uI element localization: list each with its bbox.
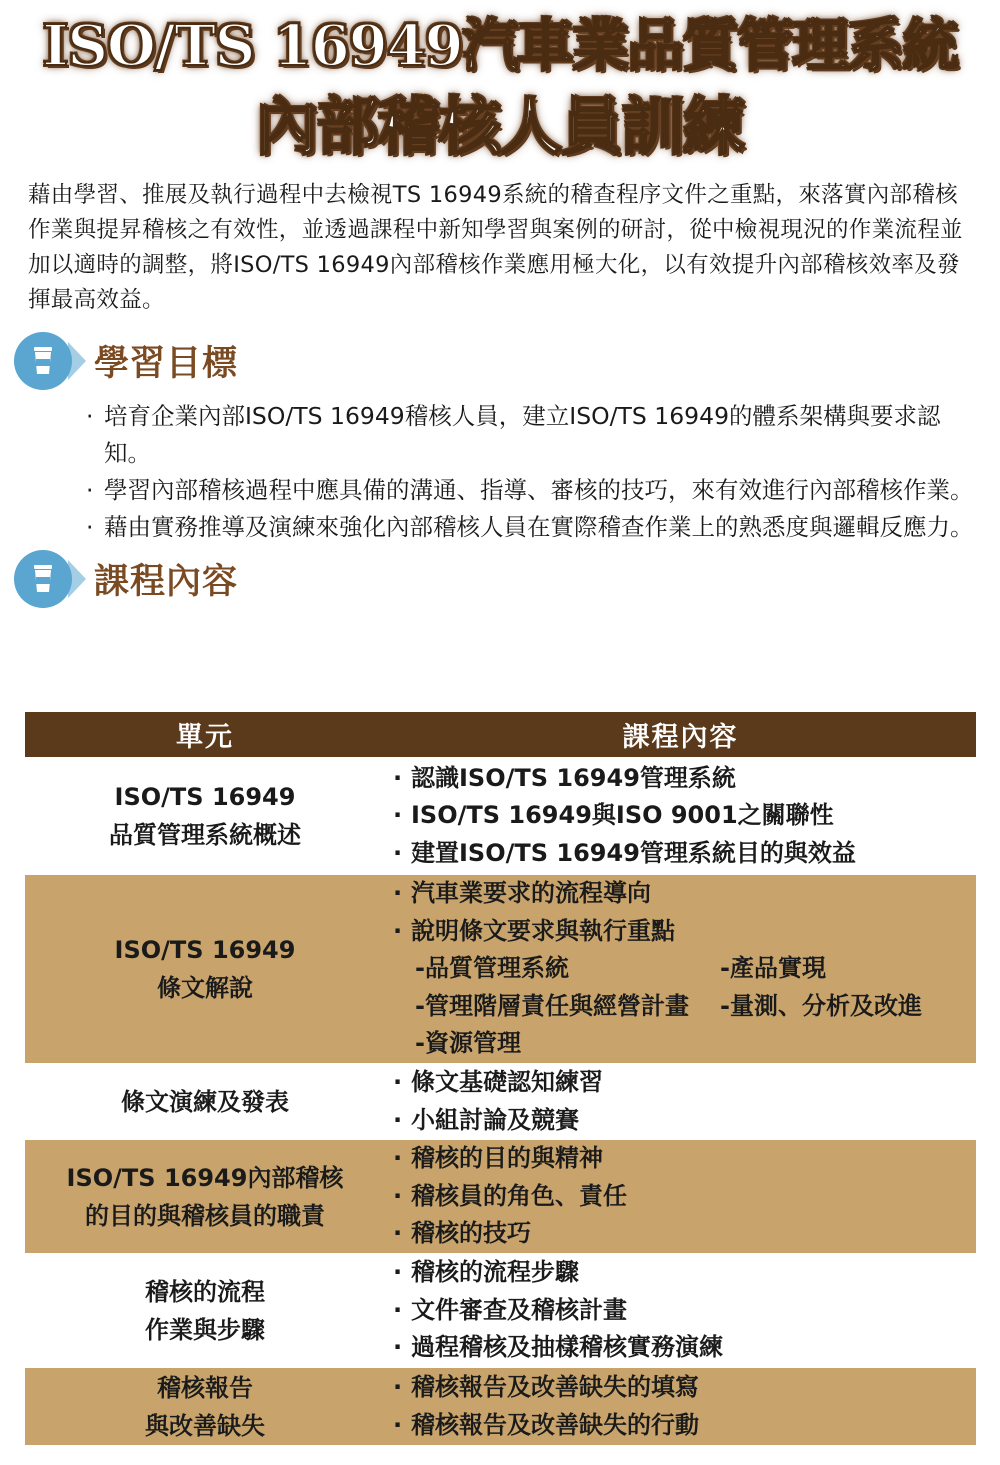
unit-line: 條文解說	[157, 974, 253, 1002]
table-row	[25, 875, 976, 1063]
course-table-header	[25, 712, 976, 757]
content-cell	[385, 1368, 976, 1445]
unit-line: ISO/TS 16949	[114, 936, 296, 964]
content-item: · 說明條文要求與執行重點	[393, 913, 976, 951]
goal-item: · 藉由實務推導及演練來強化內部稽核人員在實際稽查作業上的熟悉度與邏輯反應力。	[86, 509, 974, 546]
content-item: · 過程稽核及抽樣稽核實務演練	[393, 1329, 976, 1367]
unit-line: 稽核的流程	[145, 1277, 265, 1306]
unit-line: ISO/TS 16949內部稽核	[66, 1163, 344, 1192]
content-column-header: 課程內容	[385, 712, 976, 757]
content-subitem: -管理階層責任與經營計畫	[415, 991, 689, 1020]
content-cell	[385, 1063, 976, 1140]
unit-line: 作業與步驟	[145, 1315, 265, 1344]
content-item: · 稽核報告及改善缺失的填寫	[393, 1369, 976, 1407]
content-item: · 稽核報告及改善缺失的行動	[393, 1407, 976, 1445]
unit-line: 品質管理系統概述	[109, 821, 301, 849]
goal-item: · 培育企業內部ISO/TS 16949稽核人員，建立ISO/TS 16949的體系架構與要求認知。	[86, 398, 974, 472]
coffee-cup-icon	[14, 332, 72, 390]
content-item: · 條文基礎認知練習	[393, 1064, 976, 1102]
content-cell	[385, 757, 976, 875]
unit-cell	[25, 1140, 385, 1253]
content-item: · 小組討論及競賽	[393, 1102, 976, 1140]
unit-column-header: 單元	[25, 712, 385, 757]
content-subitem-row	[393, 1025, 976, 1063]
content-subitem-row	[393, 950, 976, 988]
course-section-header	[14, 550, 1000, 608]
unit-cell	[25, 875, 385, 1063]
table-row	[25, 1368, 976, 1445]
content-item: · ISO/TS 16949與ISO 9001之關聯性	[393, 797, 976, 835]
content-subitem: -資源管理	[415, 1029, 521, 1058]
table-row	[25, 1063, 976, 1140]
content-cell	[385, 1253, 976, 1368]
content-item: · 稽核的目的與精神	[393, 1140, 976, 1178]
content-subitem: -品質管理系統	[415, 954, 569, 983]
page-title-line2: 內部稽核人員訓練	[255, 90, 744, 163]
coffee-cup-icon-glyph	[33, 565, 53, 593]
page-title-line1: ISO/TS 16949汽車業品質管理系統	[42, 13, 958, 79]
goals-section-header	[14, 332, 1000, 390]
content-item: · 稽核員的角色、責任	[393, 1178, 976, 1216]
unit-line: 條文演練及發表	[121, 1087, 289, 1116]
content-cell	[385, 875, 976, 1063]
content-item: · 文件審查及稽核計畫	[393, 1292, 976, 1330]
content-subitem: -產品實現	[720, 954, 826, 983]
table-row	[25, 1140, 976, 1253]
unit-line: 與改善缺失	[145, 1411, 265, 1440]
course-section-title: 課程內容	[94, 562, 239, 602]
unit-line: 的目的與稽核員的職責	[85, 1201, 325, 1230]
content-subitem: -量測、分析及改進	[720, 991, 922, 1020]
unit-cell	[25, 757, 385, 875]
content-item: · 認識ISO/TS 16949管理系統	[393, 760, 976, 798]
content-item: · 稽核的技巧	[393, 1215, 976, 1253]
unit-line: 稽核報告	[157, 1373, 253, 1402]
content-item: · 稽核的流程步驟	[393, 1254, 976, 1292]
coffee-cup-icon	[14, 550, 72, 608]
table-row	[25, 1253, 976, 1368]
table-row	[25, 757, 976, 875]
goals-list	[0, 398, 1000, 546]
intro-paragraph: 藉由學習、推展及執行過程中去檢視TS 16949系統的稽查程序文件之重點，來落實內部稽核作業與提昇稽核之有效性，並透過課程中新知學習與案例的研討，從中檢視現況的作業流程並加以適時的調整，將ISO/TS 16949內部稽核作業應用極大化，以有效提升內部稽核效率及發揮最高效益。	[28, 182, 963, 313]
content-item: · 汽車業要求的流程導向	[393, 875, 976, 913]
content-item: · 建置ISO/TS 16949管理系統目的與效益	[393, 835, 976, 873]
unit-cell	[25, 1253, 385, 1368]
unit-cell	[25, 1368, 385, 1445]
goals-section-title: 學習目標	[94, 344, 239, 384]
unit-line: ISO/TS 16949	[114, 783, 296, 811]
content-subitem-row	[393, 988, 976, 1026]
unit-cell	[25, 1063, 385, 1140]
content-cell	[385, 1140, 976, 1253]
goal-item: · 學習內部稽核過程中應具備的溝通、指導、審核的技巧，來有效進行內部稽核作業。	[86, 472, 974, 509]
course-table	[25, 712, 976, 1445]
coffee-cup-icon-glyph	[33, 347, 53, 375]
